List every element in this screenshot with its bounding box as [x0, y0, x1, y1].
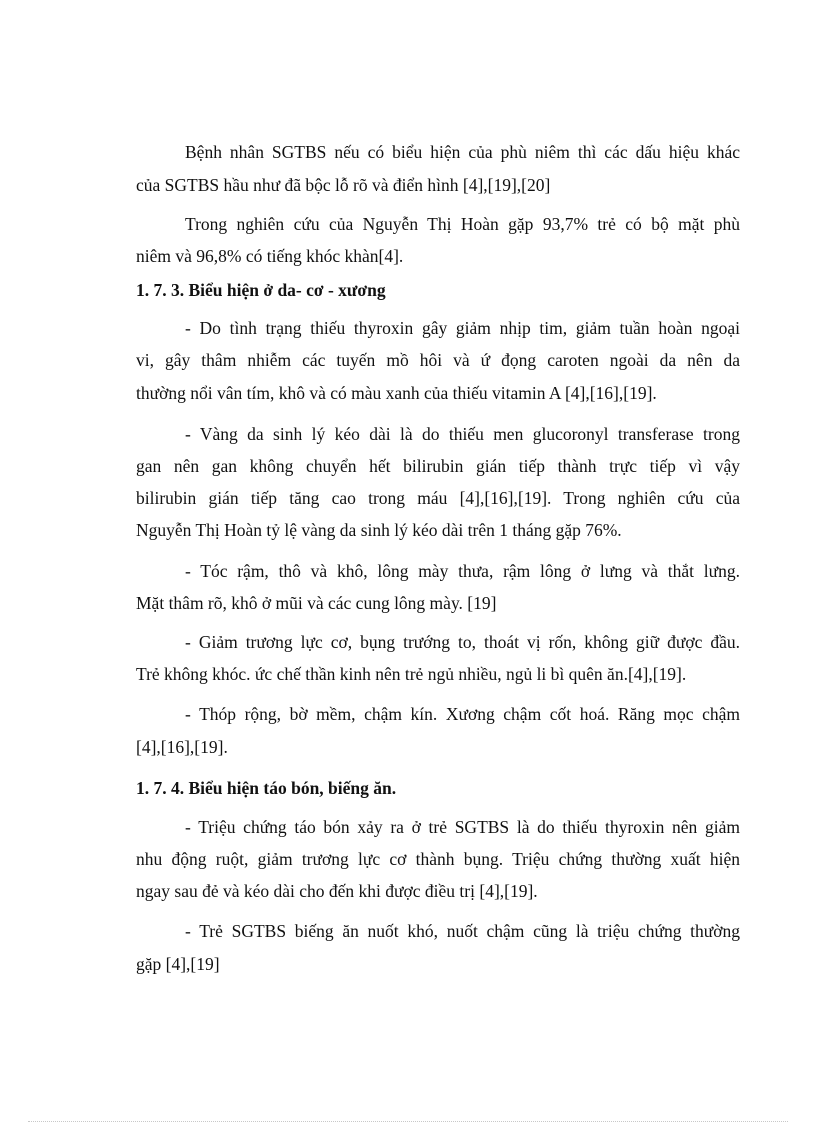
page-bottom-rule	[28, 1121, 788, 1122]
paragraph-line: của SGTBS hầu như đã bộc lỗ rõ và điển hình [4],[19],[20]	[136, 175, 551, 195]
paragraph-line: Bệnh nhân SGTBS nếu có biểu hiện của phù niêm thì các dấu hiệu khác	[185, 142, 740, 162]
paragraph-line: Trong nghiên cứu của Nguyễn Thị Hoàn gặp 93,7% trẻ có bộ mặt phù	[185, 214, 740, 234]
paragraph-line: - Triệu chứng táo bón xảy ra ở trẻ SGTBS là do thiếu thyroxin nên giảm	[185, 817, 740, 837]
paragraph-line: ngay sau đẻ và kéo dài cho đến khi được điều trị [4],[19].	[136, 881, 538, 901]
paragraph-line: - Tóc rậm, thô và khô, lông mày thưa, rậm lông ở lưng và thắt lưng.	[185, 561, 740, 581]
paragraph-line: gan nên gan không chuyển hết bilirubin gián tiếp thành trực tiếp vì vậy	[136, 456, 740, 476]
paragraph-line: - Trẻ SGTBS biếng ăn nuốt khó, nuốt chậm cũng là triệu chứng thường	[185, 921, 740, 941]
paragraph-line: vi, gây thâm nhiễm các tuyến mồ hôi và ứ đọng caroten ngoài da nên da	[136, 350, 740, 370]
paragraph-line: bilirubin gián tiếp tăng cao trong máu [4],[16],[19]. Trong nghiên cứu của	[136, 488, 740, 508]
paragraph-line: - Giảm trương lực cơ, bụng trướng to, thoát vị rốn, không giữ được đầu.	[185, 632, 740, 652]
paragraph-line: - Vàng da sinh lý kéo dài là do thiếu men glucoronyl transferase trong	[185, 424, 740, 444]
paragraph-line: thường nổi vân tím, khô và có màu xanh của thiếu vitamin A [4],[16],[19].	[136, 383, 657, 403]
section-heading-1-7-3: 1. 7. 3. Biểu hiện ở da- cơ - xương	[136, 280, 386, 300]
paragraph-line: - Do tình trạng thiếu thyroxin gây giảm nhịp tim, giảm tuần hoàn ngoại	[185, 318, 740, 338]
section-heading-1-7-4: 1. 7. 4. Biểu hiện táo bón, biếng ăn.	[136, 778, 397, 798]
paragraph-line: Nguyễn Thị Hoàn tỷ lệ vàng da sinh lý kéo dài trên 1 tháng gặp 76%.	[136, 520, 622, 540]
paragraph-line: - Thóp rộng, bờ mềm, chậm kín. Xương chậm cốt hoá. Răng mọc chậm	[185, 704, 740, 724]
paragraph-line: [4],[16],[19].	[136, 737, 228, 757]
paragraph-line: Mặt thâm rõ, khô ở mũi và các cung lông mày. [19]	[136, 593, 497, 613]
paragraph-line: nhu động ruột, giảm trương lực cơ thành bụng. Triệu chứng thường xuất hiện	[136, 849, 740, 869]
paragraph-line: niêm và 96,8% có tiếng khóc khàn[4].	[136, 246, 404, 266]
paragraph-line: Trẻ không khóc. ức chế thần kinh nên trẻ ngủ nhiều, ngủ li bì quên ăn.[4],[19].	[136, 664, 687, 684]
paragraph-line: gặp [4],[19]	[136, 954, 220, 974]
